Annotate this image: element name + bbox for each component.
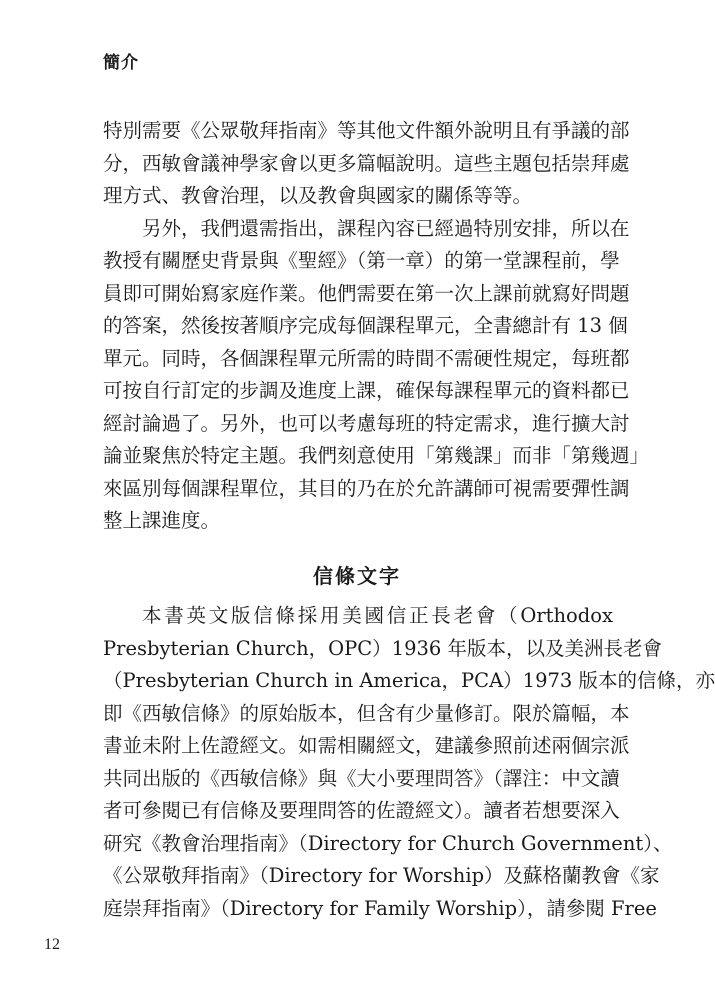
text-line: 可按自行訂定的步調及進度上課，確保每課程單元的資料都已 [103, 379, 630, 402]
text-line: 者可參閱已有信條及要理問答的佐證經文）。讀者若想要深入 [103, 799, 620, 822]
running-head: 簡介 [103, 53, 139, 73]
text-line: 整上課進度。 [103, 509, 221, 532]
text-line: 書並未附上佐證經文。如需相關經文，建議參照前述兩個宗派 [103, 734, 630, 757]
text-line: 本書英文版信條採用美國信正長老會（Orthodox [142, 604, 613, 627]
text-line: 研究《教會治理指南》（Directory for Church Government）、 [103, 831, 673, 855]
text-line: Presbyterian Church，OPC）1936 年版本，以及美洲長老會 [103, 636, 662, 660]
text-line: 特別需要《公眾敬拜指南》等其他文件額外說明且有爭議的部 [103, 119, 630, 142]
text-line: 員即可開始寫家庭作業。他們需要在第一次上課前就寫好問題 [103, 281, 630, 305]
text-line: 教授有關歷史背景與《聖經》（第一章）的第一堂課程前，學 [103, 249, 620, 272]
text-line: （Presbyterian Church in America，PCA）1973 版本的信條，亦 [103, 669, 715, 692]
text-line: 共同出版的《西敏信條》與《大小要理問答》（譯注：中文讀 [103, 766, 620, 790]
text-line: 另外，我們還需指出，課程內容已經過特別安排，所以在 [142, 216, 630, 240]
text-line: 即《西敏信條》的原始版本，但含有少量修訂。限於篇幅，本 [103, 701, 630, 725]
text-line: 單元。同時，各個課程單元所需的時間不需硬性規定，每班都 [103, 346, 630, 370]
text-line: 《公眾敬拜指南》（Directory for Worship）及蘇格蘭教會《家 [103, 864, 660, 887]
text-line: 分，西敏會議神學家會以更多篇幅說明。這些主題包括崇拜處 [103, 151, 630, 175]
text-line: 經討論過了。另外，也可以考慮每班的特定需求，進行擴大討 [103, 411, 630, 435]
text-line: 庭崇拜指南》（Directory for Family Worship），請參閱 Free [103, 896, 657, 920]
text-line: 論並聚焦於特定主題。我們刻意使用「第幾課」而非「第幾週」 [103, 444, 650, 467]
text-line: 理方式、教會治理，以及教會與國家的關係等等。 [103, 184, 533, 207]
section1-body [103, 115, 650, 538]
text-line: 來區別每個課程單位，其目的乃在於允許講師可視需要彈性調 [103, 476, 630, 500]
text-line: 的答案，然後按著順序完成每個課程單元，全書總計有 13 個 [103, 314, 628, 337]
section2-body [103, 600, 715, 925]
section-heading: 信條文字 [313, 564, 401, 588]
page-number: 12 [44, 936, 60, 953]
